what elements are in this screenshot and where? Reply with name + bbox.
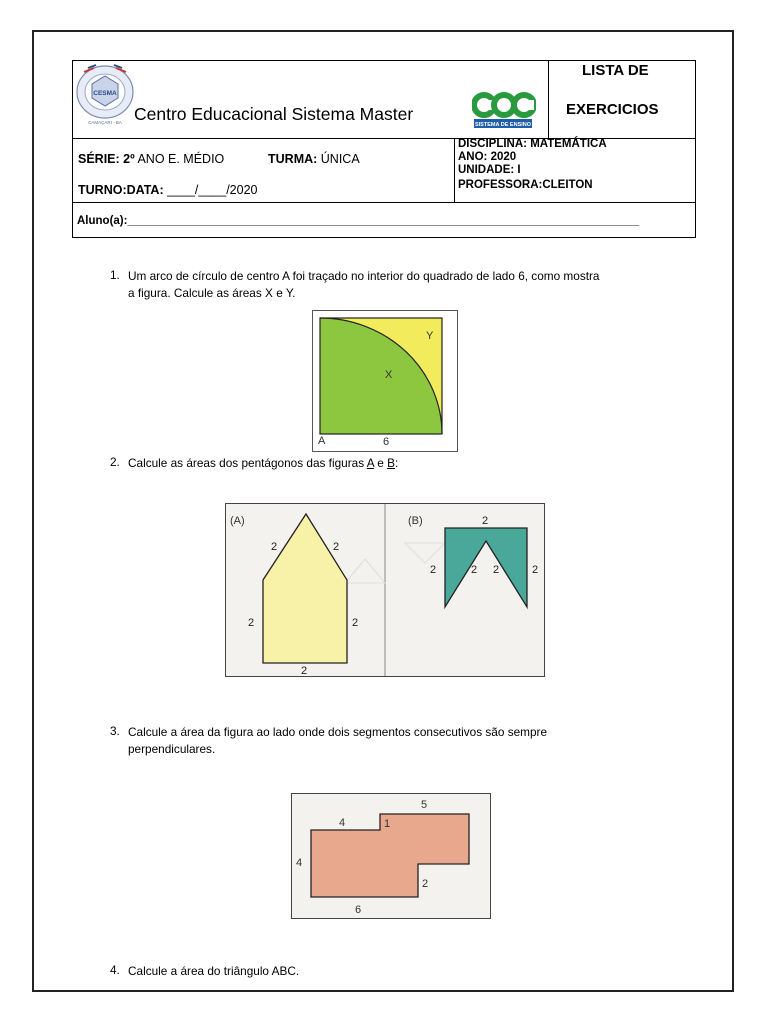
label-a: A bbox=[318, 435, 326, 447]
figure-ref-a: A bbox=[366, 456, 374, 470]
label-top: 5 bbox=[421, 799, 428, 811]
question-number: 1. bbox=[110, 268, 120, 282]
turno-value: ____/____/2020 bbox=[163, 183, 258, 197]
question-number: 4. bbox=[110, 963, 120, 977]
label-x: X bbox=[385, 369, 393, 381]
serie-value: ANO E. MÉDIO bbox=[134, 152, 225, 166]
table-line bbox=[548, 60, 549, 139]
figure-2-pentagons bbox=[225, 503, 545, 677]
label-b-top: 2 bbox=[482, 515, 489, 527]
unidade: UNIDADE: I bbox=[458, 164, 521, 176]
question-2 bbox=[110, 455, 690, 473]
question-text-part: : bbox=[394, 456, 399, 470]
label-a-bottom: 2 bbox=[301, 665, 308, 677]
question-number: 3. bbox=[110, 724, 120, 738]
table-line bbox=[72, 237, 696, 238]
question-1 bbox=[110, 268, 690, 304]
question-text-part: Calcule as áreas dos pentágonos das figuras bbox=[128, 456, 367, 470]
turma-label: TURMA: bbox=[268, 152, 318, 166]
question-text-part: e bbox=[373, 456, 388, 470]
label-a-right: 2 bbox=[352, 617, 359, 629]
table-line bbox=[72, 202, 696, 203]
turno-label: TURNO:DATA: bbox=[78, 183, 164, 197]
professora: PROFESSORA:CLEITON bbox=[458, 179, 593, 191]
coc-logo bbox=[472, 88, 536, 136]
label-a-top-right: 2 bbox=[333, 541, 340, 553]
question-text bbox=[128, 963, 688, 980]
label-b-left: 2 bbox=[430, 564, 437, 576]
question-4 bbox=[110, 963, 690, 981]
table-line bbox=[454, 138, 455, 203]
figure-ref-b: B bbox=[387, 456, 395, 470]
table-line bbox=[72, 60, 73, 238]
seal-text: CESMA bbox=[93, 90, 117, 97]
label-small: 1 bbox=[384, 818, 391, 830]
ano: ANO: 2020 bbox=[458, 151, 517, 163]
serie-label: SÉRIE: 2º bbox=[78, 152, 135, 166]
school-seal-logo bbox=[74, 62, 136, 126]
aluno-field: Aluno(a):________________________________________________________________________________ bbox=[77, 215, 640, 227]
question-text bbox=[128, 268, 688, 302]
seal-caption: CAMAÇARI - BA bbox=[88, 120, 122, 125]
header-table bbox=[72, 60, 696, 238]
label-b-inner-right: 2 bbox=[493, 564, 500, 576]
question-text-line: Um arco de círculo de centro A foi traçado no interior do quadrado de lado 6, como mostra bbox=[128, 269, 600, 283]
question-text-line: Calcule a área da figura ao lado onde dois segmentos consecutivos são sempre bbox=[128, 725, 548, 739]
figure-1-square-arc bbox=[312, 310, 458, 452]
label-bottom: 6 bbox=[355, 904, 362, 916]
label-right: 2 bbox=[422, 878, 429, 890]
panel-a-label: (A) bbox=[230, 515, 245, 527]
list-title-line2: EXERCICIOS bbox=[566, 101, 659, 118]
label-side: 6 bbox=[383, 436, 390, 448]
question-text-line: Calcule a área do triângulo ABC. bbox=[128, 964, 300, 978]
question-3 bbox=[110, 724, 690, 760]
school-name: Centro Educacional Sistema Master bbox=[134, 104, 414, 124]
question-text-line: a figura. Calcule as áreas X e Y. bbox=[128, 286, 296, 300]
label-left: 4 bbox=[296, 857, 303, 869]
question-number: 2. bbox=[110, 455, 120, 469]
table-line bbox=[695, 60, 696, 238]
label-b-right: 2 bbox=[532, 564, 539, 576]
list-title-line1: LISTA DE bbox=[582, 62, 649, 79]
turma-field bbox=[268, 152, 360, 166]
coc-caption: SISTEMA DE ENSINO bbox=[474, 122, 532, 128]
disciplina: DISCIPLINA: MATEMÁTICA bbox=[458, 138, 607, 150]
turma-value: ÚNICA bbox=[317, 152, 360, 166]
question-text-line: perpendiculares. bbox=[128, 742, 216, 756]
table-line bbox=[72, 60, 696, 61]
question-text bbox=[128, 724, 688, 758]
serie-field bbox=[78, 152, 224, 166]
turno-field bbox=[78, 183, 257, 197]
label-a-top-left: 2 bbox=[271, 541, 278, 553]
figure-3-stepped-shape bbox=[291, 793, 491, 919]
label-b-inner-left: 2 bbox=[471, 564, 478, 576]
label-a-left: 2 bbox=[248, 617, 255, 629]
question-text bbox=[128, 455, 688, 472]
panel-b-label: (B) bbox=[408, 515, 423, 527]
label-y: Y bbox=[426, 330, 434, 342]
label-step: 4 bbox=[339, 817, 346, 829]
